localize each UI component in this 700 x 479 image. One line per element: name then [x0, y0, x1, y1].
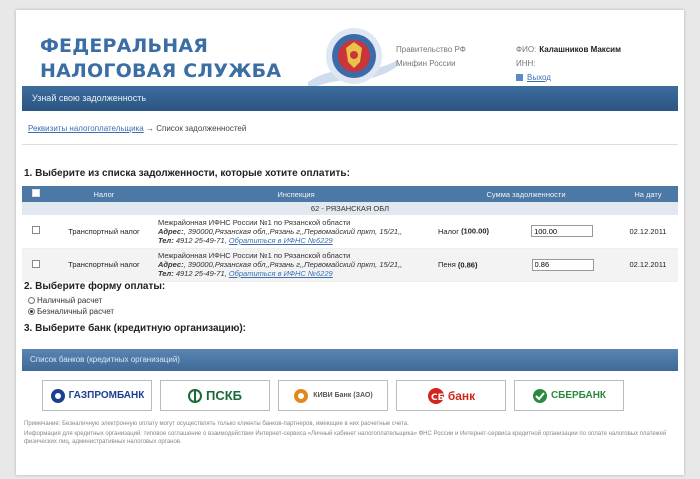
gov-link-government[interactable]: Правительство РФ: [396, 45, 466, 54]
bank-sb[interactable]: [396, 380, 506, 411]
banks-bar-title: Список банков (кредитных организаций): [30, 355, 180, 364]
bank-list: [42, 380, 662, 414]
tel-label: Тел:: [158, 235, 174, 245]
bank-name: ПСКБ: [205, 388, 242, 403]
user-inn-label: ИНН:: [516, 59, 536, 68]
sberbank-logo-icon: [532, 388, 548, 404]
bank-name: СБЕРБАНК: [550, 390, 607, 401]
bank-pskb[interactable]: [160, 380, 270, 411]
tel-value: 4912 25-49-71,: [175, 235, 227, 245]
amount-value: (0.86): [457, 260, 478, 269]
row-checkbox[interactable]: [32, 260, 40, 268]
page: [16, 10, 684, 475]
divider: [22, 144, 678, 145]
banks-bar: [22, 349, 678, 371]
debts-table: [22, 186, 678, 282]
amount-value: (100.00): [461, 226, 489, 236]
note-credit-orgs: Информация для кредитных организаций: типовое соглашение о взаимодействии Интернет-сервиса «Личный кабинет налогоплательщика» ФНС России и Интернет-сервиса кредитной организации по оплате налоговых платежей физических лиц, административных налоговых органов.: [24, 431, 667, 445]
amount-input[interactable]: [531, 225, 593, 237]
gazprombank-logo-icon: [50, 388, 66, 404]
col-amount: Сумма задолженности: [434, 186, 618, 202]
sb-bank-logo-icon: [427, 387, 445, 405]
breadcrumb-taxpayer-link[interactable]: Реквизиты налогоплательщика: [28, 124, 144, 133]
tel-label: Тел:: [158, 269, 174, 278]
bank-gazprombank[interactable]: [42, 380, 152, 411]
noncash-label: Безналичный расчет: [37, 307, 115, 316]
row-date: 02.12.2011: [618, 248, 678, 281]
bank-name: ГАЗПРОМБАНК: [68, 390, 145, 401]
cash-label: Наличный расчет: [37, 296, 103, 305]
bank-qiwi[interactable]: [278, 380, 388, 411]
bank-name: банк: [447, 388, 476, 403]
region-group-row: [22, 202, 678, 215]
row-inspection: [158, 248, 434, 281]
bank-sberbank[interactable]: [514, 380, 624, 411]
table-row: [22, 248, 678, 281]
noncash-radio[interactable]: [28, 308, 35, 315]
col-tax: Налог: [50, 186, 158, 202]
logo-line-1: ФЕДЕРАЛЬНАЯ: [40, 35, 209, 57]
tel-value: 4912 25-49-71,: [175, 269, 227, 278]
row-date: 02.12.2011: [618, 215, 678, 248]
header-select-all[interactable]: [22, 186, 50, 202]
col-date: На дату: [618, 186, 678, 202]
address-value: , 390000,Рязанская обл,,Рязань г,,Первомайский пркт, 15/21,,: [183, 260, 403, 269]
address-label: Адрес:: [158, 260, 184, 269]
region-group-label: 62 - РЯЗАНСКАЯ ОБЛ: [22, 202, 678, 215]
header: [16, 10, 684, 92]
address-label: Адрес:: [158, 226, 184, 236]
select-all-checkbox[interactable]: [32, 189, 40, 197]
inspection-name: Межрайонная ИФНС России №1 по Рязанской области: [158, 251, 351, 260]
gov-link-minfin[interactable]: Минфин России: [396, 59, 456, 68]
breadcrumb-current: Список задолженностей: [156, 124, 247, 133]
address-value: , 390000,Рязанская обл,,Рязань г,,Первомайский пркт, 15/21,,: [183, 226, 403, 236]
row-tax: Транспортный налог: [50, 248, 158, 281]
breadcrumb: [28, 124, 246, 133]
table-row: [22, 215, 678, 248]
row-tax: Транспортный налог: [50, 215, 158, 248]
contact-inspection-link[interactable]: Обратиться в ИФНС №6229: [228, 235, 333, 245]
amount-kind: Налог: [438, 226, 459, 236]
topbar-title[interactable]: Узнай свою задолженность: [32, 93, 147, 103]
amount-kind: Пеня: [438, 260, 456, 269]
step2-title: 2. Выберите форму оплаты:: [24, 281, 166, 292]
inspection-name: Межрайонная ИФНС России №1 по Рязанской области: [158, 217, 351, 227]
amount-input[interactable]: [532, 259, 594, 271]
row-inspection: [158, 215, 434, 248]
user-fio-label: ФИО:: [516, 45, 537, 54]
row-checkbox[interactable]: [32, 226, 40, 234]
pskb-logo-icon: [188, 388, 202, 404]
breadcrumb-separator: →: [145, 124, 154, 133]
user-info: [516, 43, 621, 85]
user-name: Калашников Максим: [539, 45, 621, 54]
col-inspection: Инспекция: [158, 186, 434, 202]
bank-name: КИВИ Банк (ЗАО): [313, 392, 373, 399]
fns-logo-text[interactable]: [40, 34, 281, 84]
row-amount: [434, 215, 618, 248]
step1-title: 1. Выберите из списка задолженности, которые хотите оплатить:: [24, 168, 350, 179]
row-amount: [434, 248, 618, 281]
step3-title: 3. Выберите банк (кредитную организацию):: [24, 323, 247, 334]
table-header-row: [22, 186, 678, 202]
exit-link[interactable]: Выход: [527, 73, 551, 82]
contact-inspection-link[interactable]: Обратиться в ИФНС №6229: [228, 269, 333, 278]
logo-line-2: НАЛОГОВАЯ СЛУЖБА: [40, 60, 282, 82]
exit-icon[interactable]: [516, 74, 523, 81]
payment-option-cash[interactable]: [28, 296, 102, 305]
qiwi-logo-icon: [293, 388, 309, 404]
note-partners: Примечание: Безналичную электронную оплату могут осуществлять только клиенты банков-партнеров, имеющие в них расчетные счета.: [24, 421, 409, 427]
cash-radio[interactable]: [28, 297, 35, 304]
gov-links: [396, 43, 466, 71]
svg-text:СБ: СБ: [430, 392, 445, 403]
payment-option-noncash[interactable]: [28, 307, 114, 316]
top-nav-bar: [22, 86, 678, 111]
